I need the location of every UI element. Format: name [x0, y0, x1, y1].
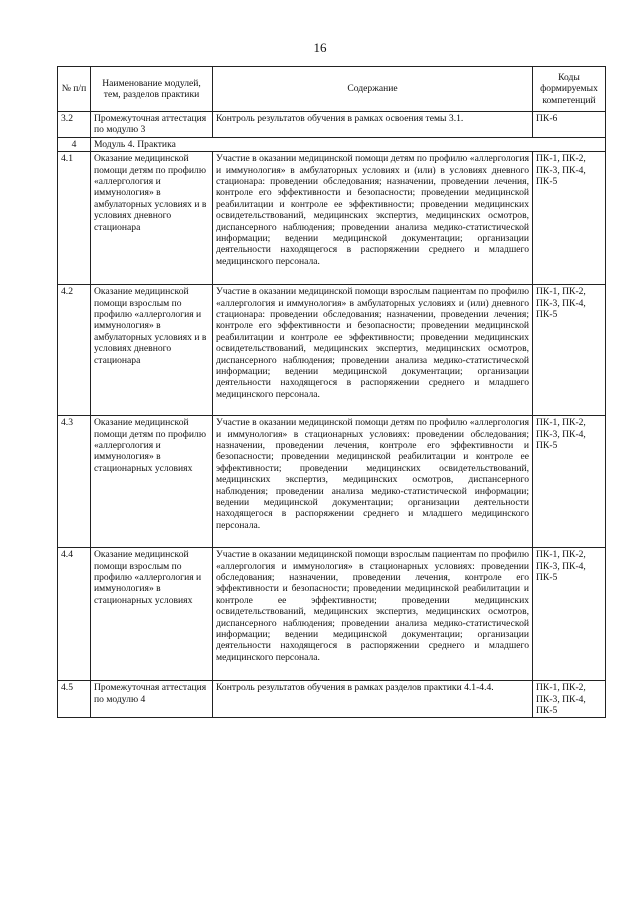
table-row — [58, 285, 606, 416]
row-name: Оказание медицинской помощи взрослым по профилю «аллергология и иммунология» в амбулаторных условиях и в условиях дневного стационара — [91, 285, 213, 416]
row-num: 4.3 — [58, 416, 91, 548]
header-codes: Коды формируемых компетенций — [533, 67, 606, 112]
row-content: Участие в оказании медицинской помощи взрослым пациентам по профилю «аллергология и иммунология» в стационарных условиях: проведении обследования; назначении, проведении лечения, контроле его эффективности и безопасности; проведении медицинской реабилитации и контроле ее эффективности; проведении медицинских освидетельствований, медицинских экспертиз, медицинских осмотров, диспансерного наблюдения; проведении анализа медико-статистической информации; ведении медицинской документации; организации деятельности находящегося в распоряжении среднего и младшего медицинского персонала. — [213, 548, 533, 681]
curriculum-table — [57, 66, 606, 718]
row-codes: ПК-1, ПК-2, ПК-3, ПК-4, ПК-5 — [533, 416, 606, 548]
row-codes: ПК-6 — [533, 112, 606, 138]
header-num: № п/п — [58, 67, 91, 112]
row-name: Оказание медицинской помощи взрослым по профилю «аллергология и иммунология» в стационарных условиях — [91, 548, 213, 681]
module-title: Модуль 4. Практика — [91, 137, 606, 151]
row-name: Оказание медицинской помощи детям по профилю «аллергология и иммунология» в стационарных условиях — [91, 416, 213, 548]
row-num: 4.1 — [58, 152, 91, 285]
row-codes: ПК-1, ПК-2, ПК-3, ПК-4, ПК-5 — [533, 548, 606, 681]
row-codes: ПК-1, ПК-2, ПК-3, ПК-4, ПК-5 — [533, 152, 606, 285]
table-header-row — [58, 67, 606, 112]
table-row — [58, 152, 606, 285]
page-number: 16 — [313, 40, 327, 55]
row-codes: ПК-1, ПК-2, ПК-3, ПК-4, ПК-5 — [533, 285, 606, 416]
row-codes: ПК-1, ПК-2, ПК-3, ПК-4, ПК-5 — [533, 681, 606, 718]
header-content: Содержание — [213, 67, 533, 112]
table-row — [58, 416, 606, 548]
row-num: 4.5 — [58, 681, 91, 718]
module-row — [58, 137, 606, 151]
table-row — [58, 548, 606, 681]
row-num: 4.4 — [58, 548, 91, 681]
row-num: 4.2 — [58, 285, 91, 416]
row-content: Участие в оказании медицинской помощи взрослым пациентам по профилю «аллергология и иммунология» в амбулаторных условиях и (или) дневного стационара: проведении обследования; назначении, проведении лечения; контроле его эффективности и безопасности; проведении медицинской реабилитации и контроле ее эффективности; проведении медицинских освидетельствований, медицинских экспертиз, медицинских осмотров, диспансерного наблюдения; проведении анализа медико-статистической информации; ведении медицинской документации; организации деятельности находящегося в распоряжении среднего и младшего медицинского персонала. — [213, 285, 533, 416]
row-num: 3.2 — [58, 112, 91, 138]
table-row — [58, 112, 606, 138]
row-name: Оказание медицинской помощи детям по профилю «аллергология и иммунология» в амбулаторных условиях и в условиях дневного стационара — [91, 152, 213, 285]
row-content: Контроль результатов обучения в рамках освоения темы 3.1. — [213, 112, 533, 138]
row-name: Промежуточная аттестация по модулю 3 — [91, 112, 213, 138]
row-content: Контроль результатов обучения в рамках разделов практики 4.1-4.4. — [213, 681, 533, 718]
row-name: Промежуточная аттестация по модулю 4 — [91, 681, 213, 718]
module-num: 4 — [58, 137, 91, 151]
table-row — [58, 681, 606, 718]
header-name: Наименование модулей, тем, разделов практики — [91, 67, 213, 112]
row-content: Участие в оказании медицинской помощи детям по профилю «аллергология и иммунология» в амбулаторных условиях и (или) в условиях дневного стационара: проведении обследования; назначении, проведении лечения, контроле его эффективности и безопасности; проведении медицинской реабилитации и контроле ее эффективности; проведении медицинских освидетельствований, медицинских экспертиз, медицинских осмотров, диспансерного наблюдения; проведении анализа медико-статистической информации; ведении медицинской документации; организации деятельности находящегося в распоряжении среднего и младшего медицинского персонала. — [213, 152, 533, 285]
row-content: Участие в оказании медицинской помощи детям по профилю «аллергология и иммунология» в стационарных условиях: проведении обследования; назначении, проведении лечения, контроле его эффективности и безопасности; проведении медицинской реабилитации и контроле ее эффективности; проведении медицинских освидетельствований, медицинских экспертиз, медицинских осмотров, диспансерного наблюдения; проведении анализа медико-статистической информации; ведении медицинской документации; организации деятельности находящегося в распоряжении среднего и младшего медицинского персонала. — [213, 416, 533, 548]
